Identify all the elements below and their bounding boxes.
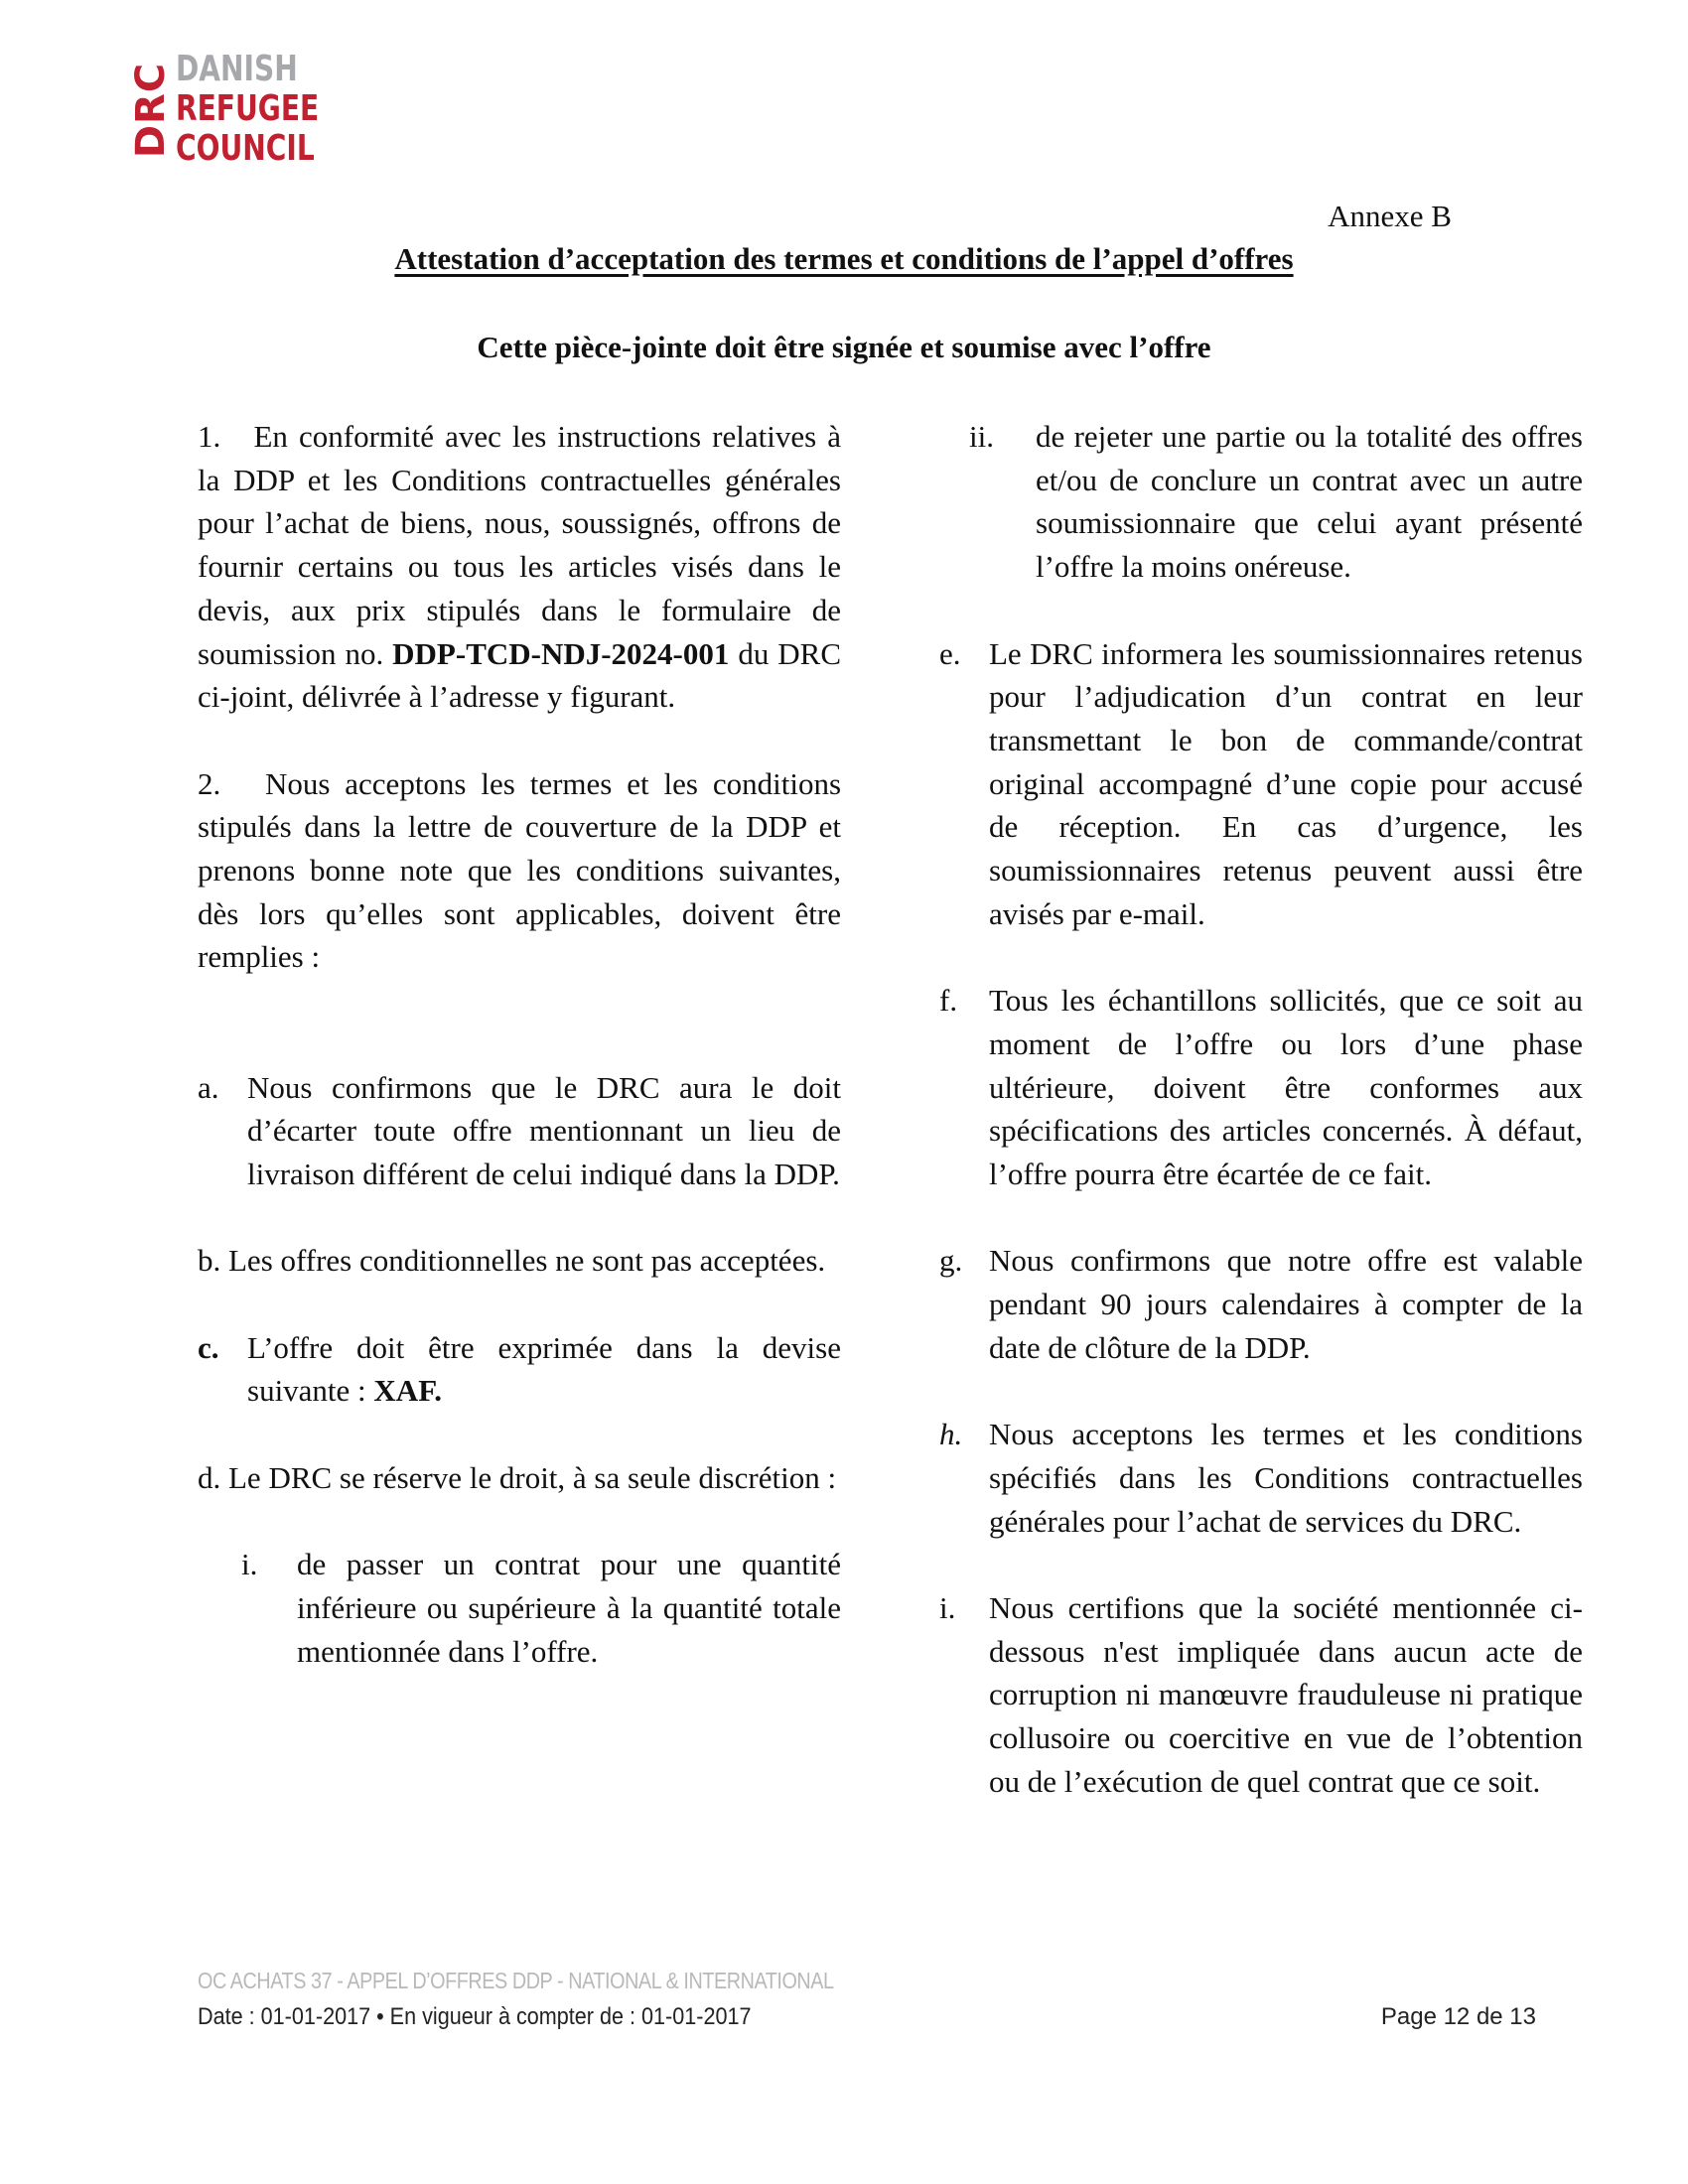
- clause-e-label: e.: [939, 635, 961, 671]
- clause-1-text-end: du DRC ci-joint, délivrée à l’adresse y figurant.: [198, 635, 841, 715]
- clause-d-i: [198, 1543, 841, 1673]
- clause-d-ii: [939, 415, 1583, 589]
- logo-wordmark: [176, 50, 319, 169]
- clause-d-label: d.: [198, 1459, 221, 1495]
- clause-b-label: b.: [198, 1243, 221, 1279]
- clause-g-label: g.: [939, 1243, 963, 1279]
- clause-d-ii-text: de rejeter une partie ou la totalité des offres et/ou de conclure un contrat avec un autre soumissionnaire que celui ayant présenté l’offre la moins onéreuse.: [1036, 419, 1583, 585]
- clause-d-text: Le DRC se réserve le droit, à sa seule discrétion :: [228, 1459, 837, 1495]
- clause-h-text: Nous acceptons les termes et les conditions spécifiés dans les Conditions contractuelles générales pour l’achat de services du DRC.: [989, 1417, 1583, 1539]
- clause-2-text: Nous acceptons les termes et les conditions stipulés dans la lettre de couverture de la DDP et prenons bonne note que les conditions suivantes, dès lors qu’elles sont applicables, doivent être remplies :: [198, 765, 842, 975]
- clause-b: [198, 1239, 841, 1283]
- clause-f-label: f.: [939, 983, 958, 1019]
- clause-h-label: h.: [939, 1417, 963, 1452]
- clause-e: [939, 632, 1583, 936]
- clause-i-label: i.: [939, 1589, 956, 1625]
- right-column: [939, 415, 1583, 1803]
- document-title-text: Attestation d’acceptation des termes et conditions de l’appel d’offres: [394, 241, 1294, 276]
- tender-reference: DDP-TCD-NDJ-2024-001: [392, 635, 730, 671]
- clause-a-label: a.: [198, 1069, 219, 1105]
- annex-label: Annexe B: [1328, 199, 1452, 233]
- logo-word-refugee: REFUGEE: [176, 88, 320, 129]
- footer-document-reference: OC ACHATS 37 - APPEL D’OFFRES DDP - NATIONAL & INTERNATIONAL: [198, 1968, 834, 1993]
- document-title: [0, 241, 1688, 277]
- logo-drc-mark: [128, 52, 174, 169]
- clause-c: [198, 1326, 841, 1413]
- clause-i: [939, 1586, 1583, 1804]
- logo-drc-text: DRC: [128, 62, 174, 159]
- clause-a: [198, 1066, 841, 1196]
- clause-e-text: Le DRC informera les soumissionnaires retenus pour l’adjudication d’un contrat en leur transmettant le bon de commande/contrat original accompagné d’une copie pour accusé de réception. En cas d’urgence, les soumissionnaires retenus peuvent aussi être avisés par e-mail.: [989, 635, 1583, 931]
- clause-c-label: c.: [198, 1329, 219, 1365]
- clause-1: [198, 415, 841, 719]
- currency-value: XAF.: [373, 1373, 443, 1409]
- clause-2-label: 2.: [198, 765, 221, 801]
- drc-logo: [128, 49, 341, 169]
- clause-2: [198, 762, 841, 980]
- clause-d-ii-label: ii.: [969, 419, 994, 454]
- page-number: Page 12 de 13: [1380, 2003, 1536, 2030]
- clause-h: [939, 1413, 1583, 1543]
- left-column: [198, 415, 841, 1673]
- clause-f: [939, 979, 1583, 1196]
- footer-dates: Date : 01-01-2017 • En vigueur à compter de : 01-01-2017: [198, 2003, 752, 2030]
- logo-word-danish: DANISH: [176, 49, 298, 89]
- logo-word-council: COUNCIL: [176, 128, 315, 169]
- clause-1-label: 1.: [198, 419, 221, 454]
- clause-d: [198, 1456, 841, 1500]
- clause-a-text: Nous confirmons que le DRC aura le doit d’écarter toute offre mentionnant un lieu de livraison différent de celui indiqué dans la DDP.: [247, 1069, 841, 1191]
- document-subtitle: Cette pièce-jointe doit être signée et soumise avec l’offre: [477, 330, 1211, 364]
- clause-1-text: En conformité avec les instructions relatives à la DDP et les Conditions contractuelles générales pour l’achat de biens, nous, soussignés, offrons de fournir certains ou tous les articles visés dans le devis, aux prix stipulés dans le formulaire de soumission no.: [198, 419, 842, 671]
- clause-i-text: Nous certifions que la société mentionnée ci-dessous n'est impliquée dans aucun acte de corruption ni manœuvre frauduleuse ni pratique collusoire ou coercitive en vue de l’obtention ou de l’exécution de quel contrat que ce soit.: [989, 1589, 1583, 1799]
- clause-g-text: Nous confirmons que notre offre est valable pendant 90 jours calendaires à compter de la date de clôture de la DDP.: [989, 1243, 1583, 1365]
- clause-g: [939, 1239, 1583, 1369]
- clause-c-text: L’offre doit être exprimée dans la devise suivante :: [247, 1329, 841, 1409]
- clause-b-text: Les offres conditionnelles ne sont pas acceptées.: [228, 1243, 826, 1279]
- clause-d-i-text: de passer un contrat pour une quantité inférieure ou supérieure à la quantité totale mentionnée dans l’offre.: [297, 1547, 841, 1669]
- clause-f-text: Tous les échantillons sollicités, que ce soit au moment de l’offre ou lors d’une phase ultérieure, doivent être conformes aux spécifications des articles concernés. À défaut, l’offre pourra être écartée de ce fait.: [989, 983, 1583, 1191]
- clause-d-i-label: i.: [241, 1547, 258, 1582]
